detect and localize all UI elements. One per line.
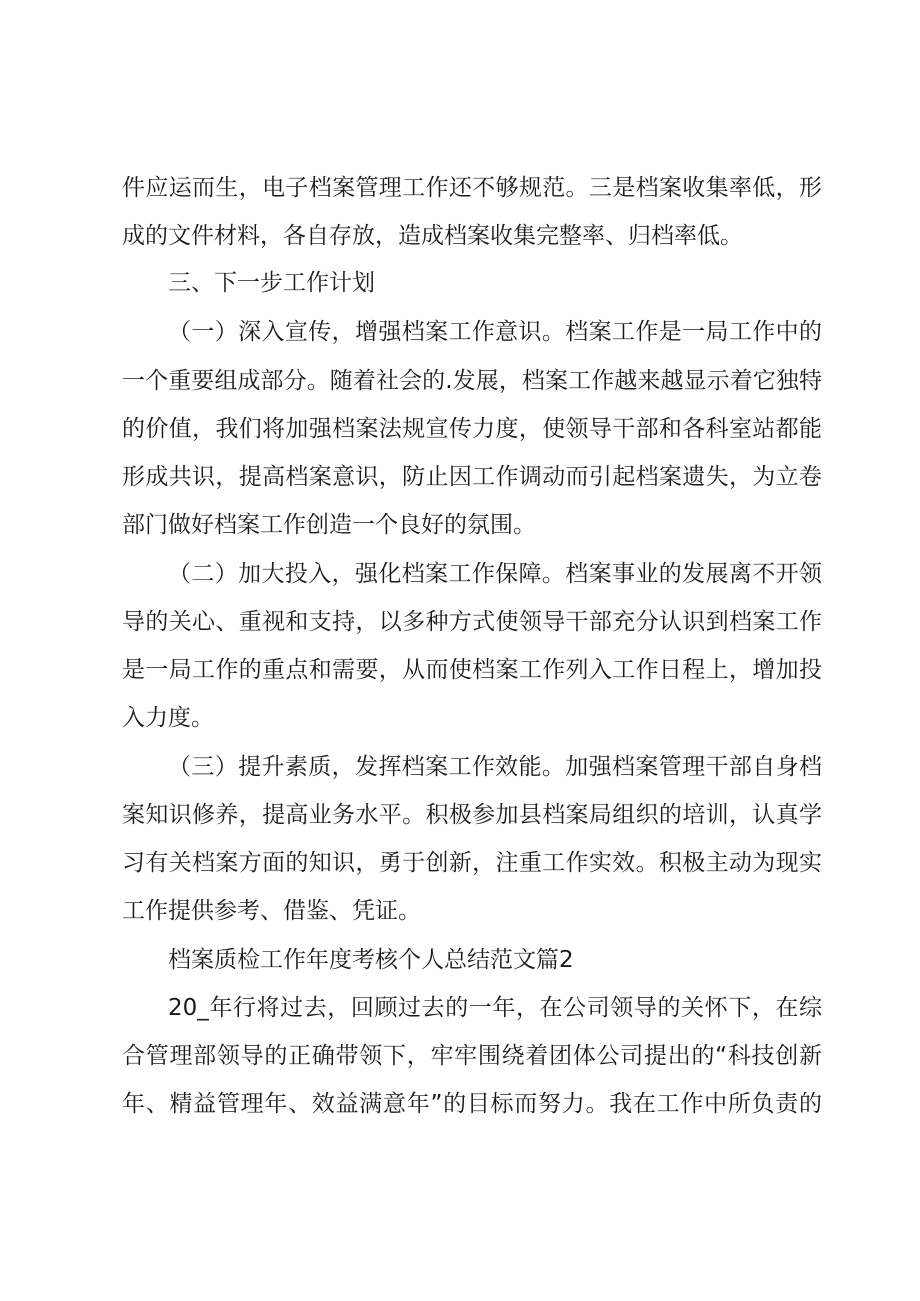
paragraph-text: 形成共识，提高档案意识，防止因工作调动而引起档案遗失，为立卷 xyxy=(122,464,822,490)
paragraph-text: 部门做好档案工作创造一个良好的氛围。 xyxy=(122,512,536,538)
paragraph-text: 合管理部领导的正确带领下，牢牢围绕着团体公司提出的“科技创新 xyxy=(122,1043,822,1069)
article-title-text: 档案质检工作年度考核个人总结范文篇2 xyxy=(168,947,574,973)
paragraph-line xyxy=(122,361,822,401)
paragraph-line xyxy=(122,1084,822,1124)
paragraph-line xyxy=(122,698,322,738)
paragraph-line xyxy=(122,795,822,835)
paragraph-line xyxy=(122,168,822,208)
paragraph-text: 入力度。 xyxy=(122,705,214,731)
section-heading xyxy=(168,263,468,303)
paragraph-text: 年、精益管理年、效益满意年”的目标而努力。我在工作中所负责的 xyxy=(122,1091,822,1117)
paragraph-line xyxy=(122,602,822,642)
paragraph-line xyxy=(122,457,822,497)
paragraph-text: 导的关心、重视和支持，以多种方式使领导干部充分认识到档案工作 xyxy=(122,609,822,635)
paragraph-line xyxy=(122,409,822,449)
paragraph-text: 工作提供参考、借鉴、凭证。 xyxy=(122,898,421,924)
article-title xyxy=(168,940,668,980)
paragraph-line xyxy=(168,312,822,352)
paragraph-text: （二）加大投入，强化档案工作保障。档案事业的发展离不开领 xyxy=(168,561,822,587)
paragraph-line xyxy=(168,747,822,787)
paragraph-text: 是一局工作的重点和需要，从而使档案工作列入工作日程上，增加投 xyxy=(122,657,822,683)
paragraph-line xyxy=(122,650,822,690)
paragraph-text: （三）提升素质，发挥档案工作效能。加强档案管理干部自身档 xyxy=(168,754,822,780)
paragraph-line xyxy=(122,505,722,545)
paragraph-text: 成的文件材料，各自存放，造成档案收集完整率、归档率低。 xyxy=(122,223,743,249)
paragraph-line xyxy=(122,843,822,883)
paragraph-text: 案知识修养，提高业务水平。积极参加县档案局组织的培训，认真学 xyxy=(122,802,822,828)
paragraph-line xyxy=(168,988,822,1028)
heading-text: 三、下一步工作计划 xyxy=(168,270,375,296)
paragraph-text: 的价值，我们将加强档案法规宣传力度，使领导干部和各科室站都能 xyxy=(122,416,822,442)
paragraph-text: 习有关档案方面的知识，勇于创新，注重工作实效。积极主动为现实 xyxy=(122,850,822,876)
paragraph-text: 一个重要组成部分。随着社会的.发展，档案工作越来越显示着它独特 xyxy=(122,368,822,394)
paragraph-text: （一）深入宣传，增强档案工作意识。档案工作是一局工作中的 xyxy=(168,319,822,345)
paragraph-line xyxy=(122,891,522,931)
paragraph-line xyxy=(122,1036,822,1076)
paragraph-text: 20_年行将过去，回顾过去的一年，在公司领导的关怀下，在综 xyxy=(168,995,822,1021)
paragraph-line xyxy=(122,216,802,256)
paragraph-text: 件应运而生，电子档案管理工作还不够规范。三是档案收集率低，形 xyxy=(122,175,822,201)
paragraph-line xyxy=(168,554,822,594)
